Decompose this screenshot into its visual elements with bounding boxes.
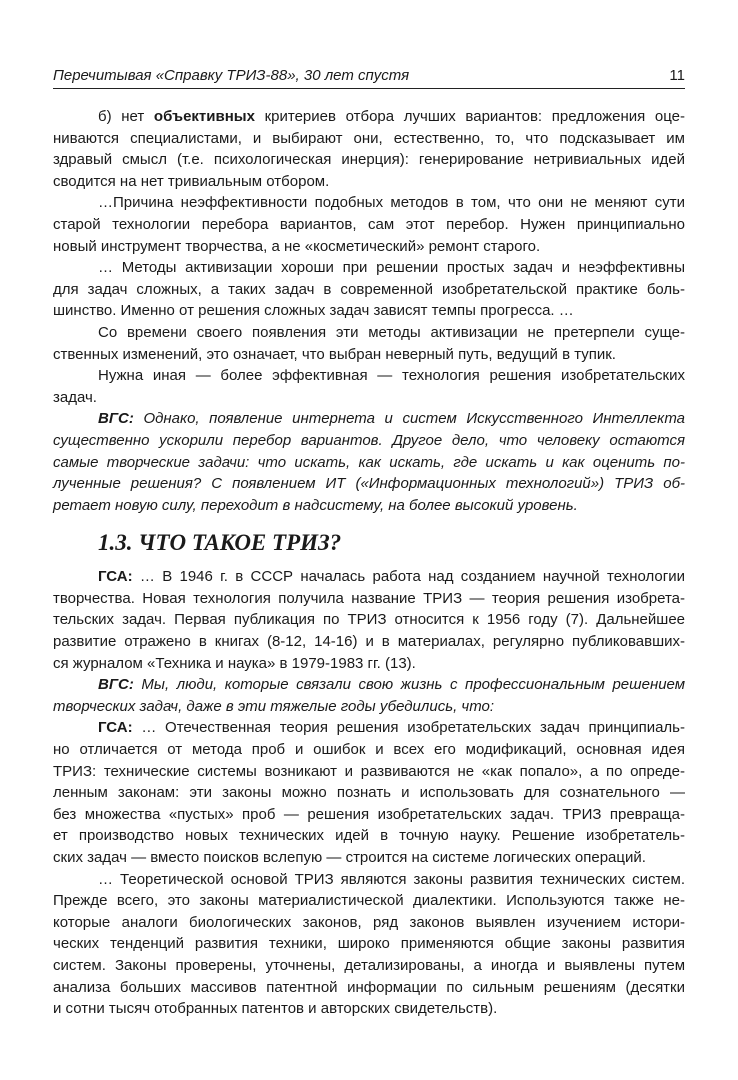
line-text: для задач сложных, а таких задач в современной изобретательской практике боль- xyxy=(53,280,685,298)
line-text: лученные решения? С появлением ИТ («Информационных технологий») ТРИЗ об- xyxy=(53,475,685,493)
line-text: ленным законам: эти законы можно познать и использовать для сознательного — xyxy=(53,784,685,802)
text-line xyxy=(53,171,685,193)
text-line xyxy=(53,344,685,366)
line-text: ся журналом «Техника и наука» в 1979-1983 гг. (13). xyxy=(53,654,416,672)
paragraph xyxy=(53,408,685,516)
text-line xyxy=(53,804,685,826)
text-line xyxy=(53,847,685,869)
text-line xyxy=(53,674,685,696)
line-text: анализа больших массивов патентной информации по сильным решениям (десятки xyxy=(53,978,685,996)
text-line xyxy=(53,825,685,847)
paragraph xyxy=(53,257,685,322)
paragraph xyxy=(53,365,685,408)
text-line xyxy=(53,106,685,128)
paragraph xyxy=(53,192,685,257)
page-number: 11 xyxy=(669,67,685,84)
line-text: Мы, люди, которые связали свою жизнь с профессиональным решением xyxy=(133,676,685,694)
line-text: старой технологии перебора вариантов, сам этот перебор. Нужен принципиально xyxy=(53,215,685,233)
text-line xyxy=(53,566,685,588)
bold-term: ГСА: xyxy=(98,568,133,586)
line-text: развитие отражено в книгах (8-12, 14-16) и в материалах, регулярно публиковавших- xyxy=(53,633,685,651)
text-line xyxy=(53,365,685,387)
text-line xyxy=(53,473,685,495)
text-line xyxy=(53,761,685,783)
line-text: ТРИЗ: технические системы возникают и развиваются не «как попало», а по опреде- xyxy=(53,762,685,780)
line-text: сводится на нет тривиальным отбором. xyxy=(53,172,330,190)
text-line xyxy=(53,495,685,517)
line-text: творчества. Новая технология получила название ТРИЗ — теория решения изобрета- xyxy=(53,589,685,607)
bold-term: объективных xyxy=(153,108,255,125)
text-line xyxy=(53,128,685,150)
text-line xyxy=(53,452,685,474)
line-text: шинство. Именно от решения сложных задач зависят темпы прогресса. … xyxy=(53,302,574,320)
line-text: критериев отбора лучших вариантов: предложения оце- xyxy=(254,108,686,125)
text-line xyxy=(53,998,685,1020)
text-line xyxy=(53,387,685,409)
line-text: задач. xyxy=(53,388,97,406)
text-line xyxy=(53,588,685,610)
line-text: которые аналоги биологических законов, ряд законов выявлен изучением истори- xyxy=(53,913,685,931)
text-line xyxy=(53,214,685,236)
text-line xyxy=(53,890,685,912)
text-line xyxy=(53,609,685,631)
bold-term: ВГС: xyxy=(98,410,134,428)
text-line xyxy=(53,717,685,739)
text-line xyxy=(53,149,685,171)
section-heading: 1.3. ЧТО ТАКОЕ ТРИЗ? xyxy=(98,530,342,556)
text-line xyxy=(53,236,685,258)
text-line xyxy=(53,192,685,214)
line-text: … Отечественная теория решения изобретательских задач принципиаль- xyxy=(132,719,685,737)
text-line xyxy=(53,696,685,718)
text-line xyxy=(53,912,685,934)
paragraph xyxy=(53,322,685,365)
text-line xyxy=(53,653,685,675)
bold-term: ВГС: xyxy=(98,676,134,694)
text-line xyxy=(53,279,685,301)
line-text: систем. Законы проверены, уточнены, детализированы, а иногда и выявлены путем xyxy=(53,956,685,974)
paragraph xyxy=(53,566,685,674)
text-line xyxy=(53,631,685,653)
text-line xyxy=(53,782,685,804)
text-line xyxy=(53,322,685,344)
running-header xyxy=(53,64,685,89)
line-text: б) нет xyxy=(98,108,154,125)
text-line xyxy=(53,933,685,955)
line-text: и сотни тысяч отобранных патентов и авторских свидетельств). xyxy=(53,1000,498,1018)
text-line xyxy=(53,869,685,891)
text-line xyxy=(53,739,685,761)
line-text: ретает новую силу, переходит в надсистему, на более высокий уровень. xyxy=(53,496,578,514)
line-text: Однако, появление интернета и систем Искусственного Интеллекта xyxy=(133,410,685,428)
line-text: ческих тенденций развития техники, широко применяются общие законы развития xyxy=(53,935,685,953)
page-body xyxy=(53,106,685,1020)
line-text: здравый смысл (т.е. психологическая инерция): генерирование нетривиальных идей xyxy=(53,151,685,169)
line-text: творческих задач, даже в эти тяжелые годы убедились, что: xyxy=(53,697,495,715)
line-text: ственных изменений, это означает, что выбран неверный путь, ведущий в тупик. xyxy=(53,345,616,363)
line-text: ских задач — вместо поисков вслепую — строится на системе логических операций. xyxy=(53,849,646,866)
text-line xyxy=(53,257,685,279)
text-line xyxy=(53,408,685,430)
bold-term: ГСА: xyxy=(98,719,133,737)
line-text: без множества «пустых» проб — решения изобретательских задач. ТРИЗ превраща- xyxy=(53,805,685,823)
line-text: … Теоретической основой ТРИЗ являются законы развития технических систем. xyxy=(98,870,685,888)
line-text: существенно ускорили перебор вариантов. Другое дело, что человеку остаются xyxy=(53,431,685,449)
paragraph xyxy=(53,106,685,192)
text-line xyxy=(53,955,685,977)
line-text: … В 1946 г. в СССР началась работа над созданием научной технологии xyxy=(132,568,685,586)
paragraph xyxy=(53,674,685,717)
line-text: Со времени своего появления эти методы активизации не претерпели суще- xyxy=(98,323,685,341)
line-text: самые творческие задачи: что искать, как искать, где искать и как оценить по- xyxy=(53,453,685,471)
text-line xyxy=(53,430,685,452)
line-text: … Методы активизации хороши при решении простых задач и неэффективны xyxy=(98,259,685,277)
paragraph xyxy=(53,869,685,1020)
paragraph xyxy=(53,717,685,868)
text-line xyxy=(53,977,685,999)
line-text: Прежде всего, это законы материалистической диалектики. Используются также не- xyxy=(53,892,685,910)
line-text: но отличается от метода проб и ошибок и всех его модификаций, основная идея xyxy=(53,741,685,759)
line-text: тельских задач. Первая публикация по ТРИЗ относится к 1956 году (7). Дальнейшее xyxy=(53,611,685,629)
text-line xyxy=(53,300,685,322)
line-text: …Причина неэффективности подобных методов в том, что они не меняют сути xyxy=(98,194,685,212)
line-text: новый инструмент творчества, а не «косметический» ремонт старого. xyxy=(53,237,541,255)
line-text: Нужна иная — более эффективная — технология решения изобретательских xyxy=(98,367,685,385)
running-title: Перечитывая «Справку ТРИЗ-88», 30 лет спустя xyxy=(53,67,410,84)
line-text: ет производство новых технических идей в точную науку. Решение изобретатель- xyxy=(53,827,685,845)
line-text: ниваются специалистами, и выбирают они, естественно, то, что подсказывает им xyxy=(53,129,685,147)
